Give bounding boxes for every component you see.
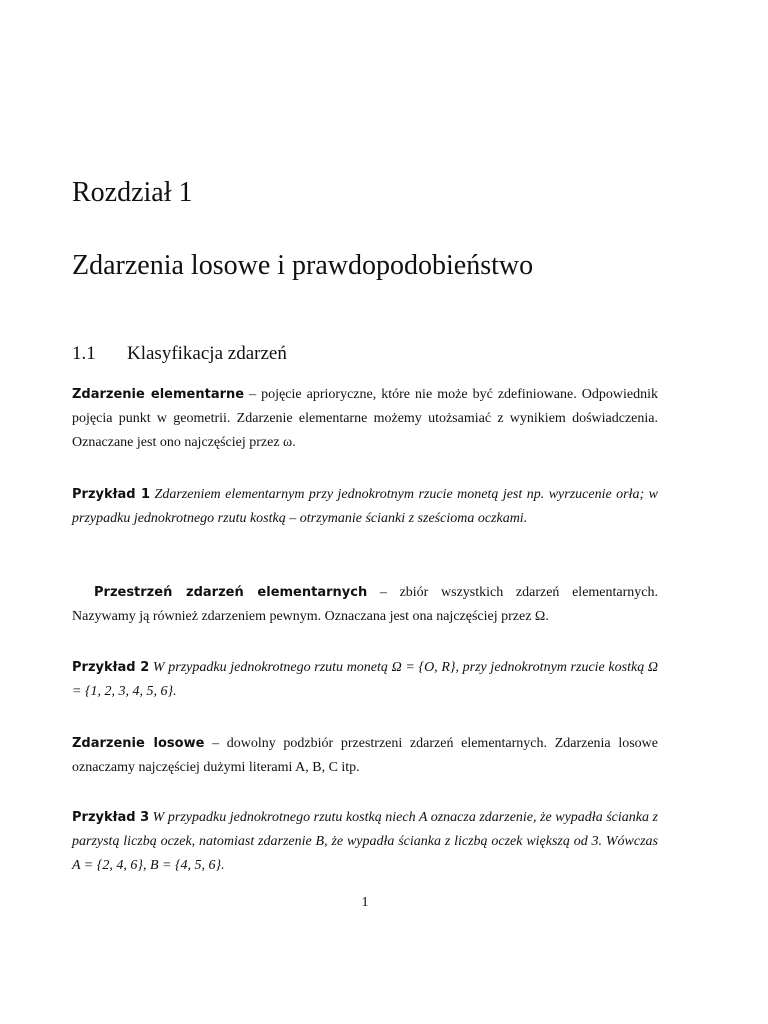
chapter-label: Rozdział 1 (72, 177, 193, 208)
section-heading (72, 340, 287, 368)
example-1 (72, 483, 658, 531)
example-label: Przykład 3 (72, 810, 150, 825)
definition-text: – zbiór wszystkich zdarzeń elementarnych. Nazywamy ją również zdarzeniem pewnym. Oznaczana jest ona najczęściej przez Ω. (72, 585, 658, 624)
definition-sample-space (72, 581, 658, 629)
term-random-event: Zdarzenie losowe (72, 736, 205, 751)
definition-elementary-event (72, 383, 658, 455)
definition-text: – pojęcie aprioryczne, które nie może być zdefiniowane. Odpowiednik pojęcia punkt w geometrii. Zdarzenie elementarne możemy utożsamiać z wynikiem doświadczenia. Oznaczane jest ono najczęściej przez ω. (72, 387, 658, 450)
definition-random-event (72, 732, 658, 780)
section-number: 1.1 (72, 343, 96, 364)
term-sample-space: Przestrzeń zdarzeń elementarnych (94, 585, 368, 600)
example-label: Przykład 2 (72, 660, 150, 675)
example-3 (72, 806, 658, 878)
example-text: W przypadku jednokrotnego rzutu monetą Ω = {O, R}, przy jednokrotnym rzucie kostką Ω = {1, 2, 3, 4, 5, 6}. (72, 660, 658, 699)
example-text: Zdarzeniem elementarnym przy jednokrotnym rzucie monetą jest np. wyrzucenie orła; w przypadku jednokrotnego rzutu kostką – otrzymanie ścianki z sześcioma oczkami. (72, 487, 658, 526)
page-number: 1 (361, 895, 369, 910)
example-2 (72, 656, 658, 704)
term-elementary-event: Zdarzenie elementarne (72, 387, 245, 402)
example-label: Przykład 1 (72, 487, 151, 502)
definition-text: – dowolny podzbiór przestrzeni zdarzeń elementarnych. Zdarzenia losowe oznaczamy najczęściej dużymi literami A, B, C itp. (72, 736, 658, 775)
section-title: Klasyfikacja zdarzeń (127, 343, 287, 364)
example-text: W przypadku jednokrotnego rzutu kostką niech A oznacza zdarzenie, że wypadła ścianka z parzystą liczbą oczek, natomiast zdarzenie B, że wypadła ścianka z liczbą oczek większą od 3. Wówczas A = {2, 4, 6}, B = {4, 5, 6}. (72, 810, 658, 873)
chapter-title: Zdarzenia losowe i prawdopodobieństwo (72, 250, 534, 281)
